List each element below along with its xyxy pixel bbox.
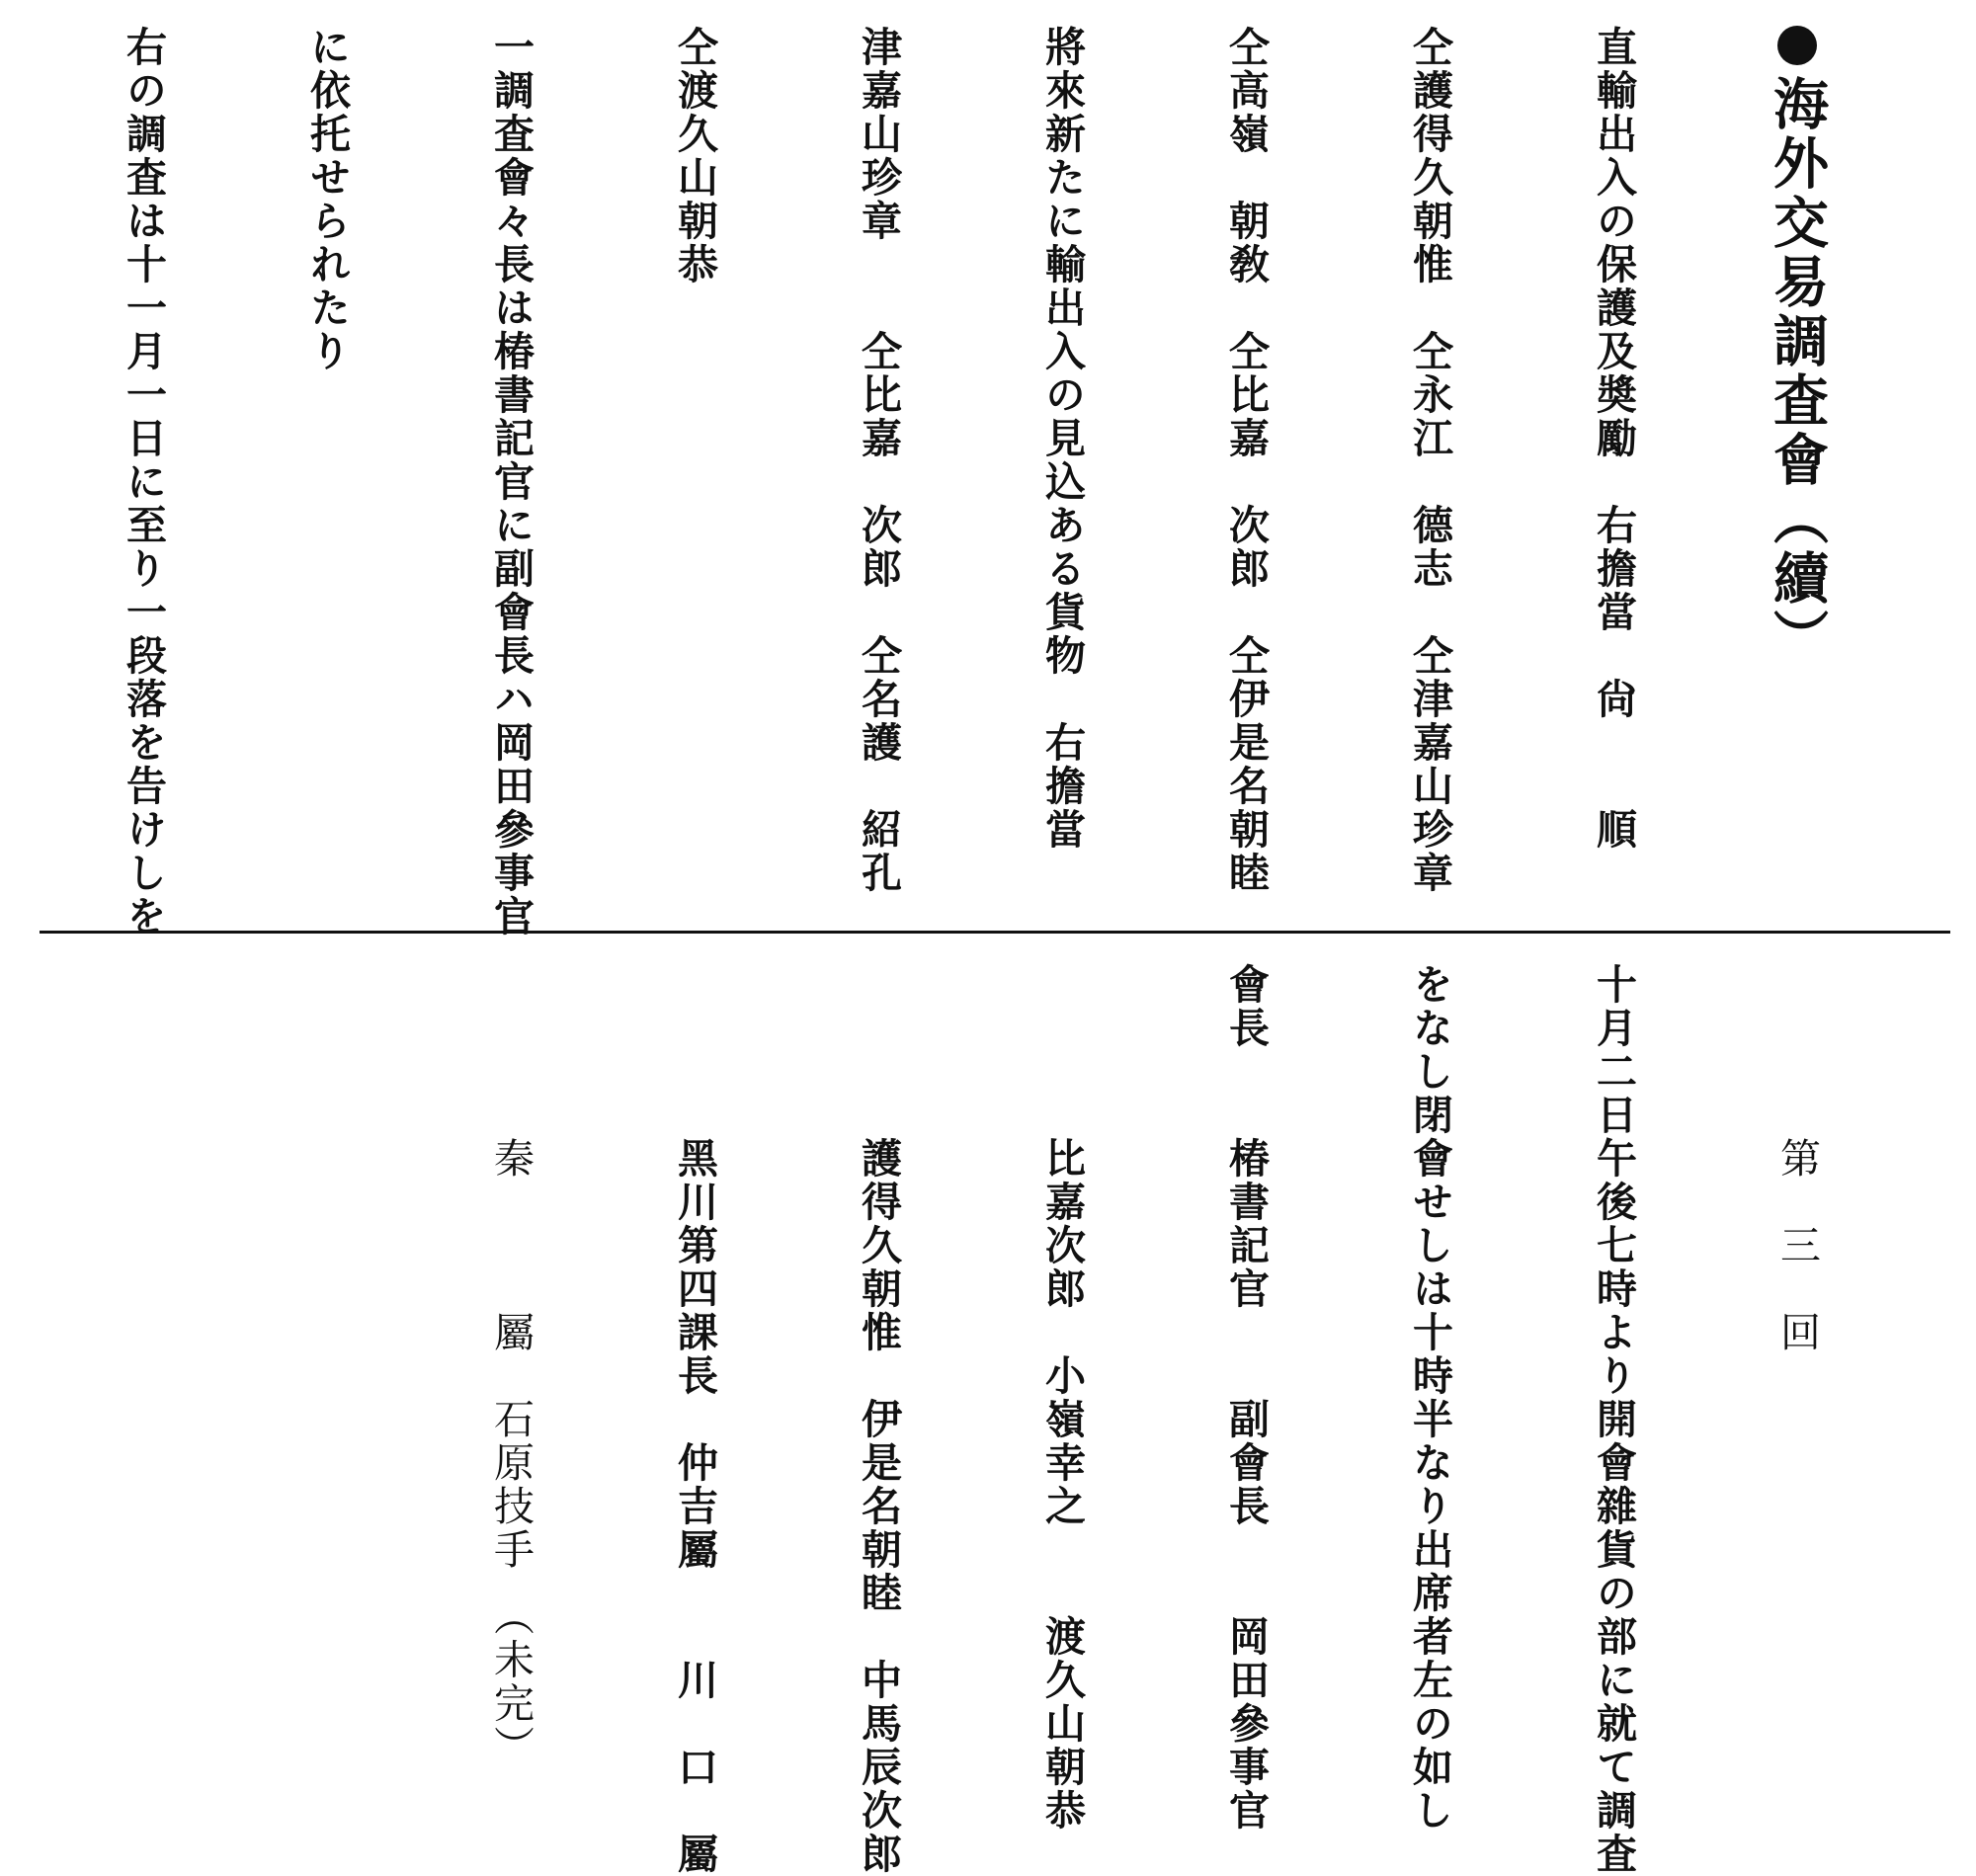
text-column: 將來新たに輸出入の見込ある貨物 右擔當 xyxy=(1038,26,1086,852)
text-column: 會長 椿書記官 副會長 岡田參事官 xyxy=(1222,963,1270,1833)
horizontal-divider xyxy=(40,931,1950,934)
text-column: 直輸出入の保護及奬勵 右擔當 尙 順 xyxy=(1590,26,1637,852)
text-column: 秦 屬 石原技手 （未完） xyxy=(487,963,535,1769)
text-column: 一調査會々長は椿書記官に副會長ハ岡田參事官 xyxy=(487,26,535,938)
text-column: をなし閉會せしは十時半なり出席者左の如し xyxy=(1406,963,1453,1833)
text-column: 津嘉山珍章 仝比嘉 次郎 仝名護 紹孔 xyxy=(855,26,902,895)
text-column: 黑川第四課長 仲吉屬 川 口 屬 xyxy=(671,963,718,1876)
text-column: 仝渡久山朝恭 xyxy=(671,26,718,286)
text-column: 仝護得久朝惟 仝永江 德志 仝津嘉山珍章 xyxy=(1406,26,1453,895)
text-column: 護得久朝惟 伊是名朝睦 中馬辰次郎 xyxy=(855,963,902,1876)
text-column: に依托せられたり xyxy=(303,26,351,373)
top-text-block xyxy=(24,26,1950,938)
text-column: 右の調査は十一月一日に至り一段落を告けしを xyxy=(120,26,167,938)
article-title-text: 海外交易調査會（續） xyxy=(1765,75,1830,668)
text-column: 比嘉次郎 小嶺幸之 渡久山朝恭 xyxy=(1038,963,1086,1833)
bullet-dot-icon xyxy=(1777,26,1817,65)
bottom-text-block xyxy=(487,963,1950,1876)
section-heading: 第 三 回 xyxy=(1773,963,1821,1354)
text-column: 仝高嶺 朝敎 仝比嘉 次郎 仝伊是名朝睦 xyxy=(1222,26,1270,895)
article-title xyxy=(1767,26,1828,915)
text-column: 十月二日午後七時より開會雜貨の部に就て調査 xyxy=(1590,963,1637,1876)
